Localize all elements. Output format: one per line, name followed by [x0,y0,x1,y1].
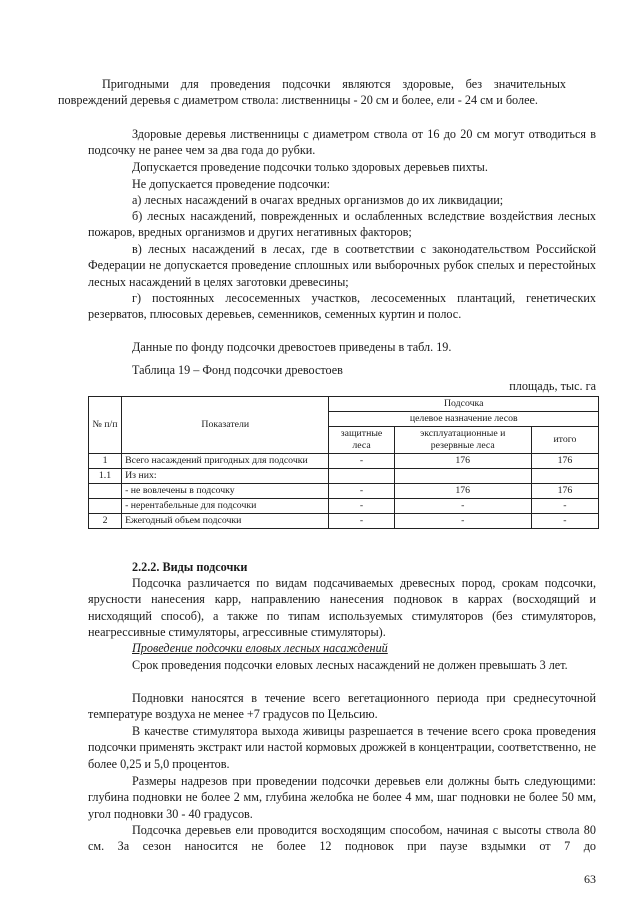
cell-label: - не вовлечены в подсочку [122,484,329,499]
table-19 [88,396,599,529]
cell-value: 176 [531,454,598,469]
table-row [89,499,599,514]
cell-num: 1.1 [89,469,122,484]
cell-value: - [394,499,531,514]
cell-value [329,469,394,484]
paragraph-fir: Допускается проведение подсочки только здоровых деревьев пихты. [132,160,488,174]
paragraph-ascending: Подсочка деревьев ели проводится восходящим способом, начиная с высоты ствола 80 см. За сезон наносится не более 12 подновок при паузе вздымки от 7 до [88,823,596,854]
cell-value [394,469,531,484]
header-col1: защитные леса [329,427,394,454]
cell-value: - [531,514,598,529]
cell-value: - [329,454,394,469]
paragraph-table-ref: Данные по фонду подсочки древостоев приведены в табл. 19. [132,340,452,354]
cell-value: 176 [394,484,531,499]
table-row [89,514,599,529]
list-item-v: в) лесных насаждений в лесах, где в соответствии с законодательством Российской Федерации не допускается проведение сплошных или выборочных рубок спелых и перестойных лесных насаждений в целях заготовки древесины; [88,242,596,289]
table-row [89,454,599,469]
header-subgroup: целевое назначение лесов [329,412,599,427]
cell-value [531,469,598,484]
paragraph-larch: Здоровые деревья лиственницы с диаметром ствола от 16 до 20 см могут отводиться в подсочку не ранее чем за два года до рубки. [88,127,596,158]
header-group: Подсочка [329,397,599,412]
paragraph-stimulator: В качестве стимулятора выхода живицы разрешается в течение всего срока проведения подсочки применять экстракт или настой кормовых дрожжей в концентрации, соответственно, не более 0,25 и 5,0 процентов. [88,724,596,771]
paragraph-not-allowed: Не допускается проведение подсочки: [132,177,331,191]
header-col3: итого [531,427,598,454]
cell-num: 1 [89,454,122,469]
paragraph-suitable-trees: Пригодными для проведения подсочки являются здоровые, без значительных повреждений деревья с диаметром ствола: лиственницы - 20 см и более, ели - 24 см и более. [58,77,566,108]
cell-value: - [329,499,394,514]
cell-label: Ежегодный объем подсочки [122,514,329,529]
cell-num [89,499,122,514]
header-num: № п/п [89,397,122,454]
page-number: 63 [584,872,596,886]
cell-value: - [329,484,394,499]
table-row [89,469,599,484]
section-heading: 2.2.2. Виды подсочки [132,560,248,574]
table-units: площадь, тыс. га [509,379,596,393]
header-indicators: Показатели [122,397,329,454]
paragraph-cut-sizes: Размеры надрезов при проведении подсочки деревьев ели должны быть следующими: глубина подновки не более 2 мм, глубина желобка не более 4 мм, шаг подновки не более 50 мм, угол подновки 30 - 40 градусов. [88,774,596,821]
subsection-heading: Проведение подсочки еловых лесных насаждений [132,641,388,655]
header-col2: эксплуатационные и резервные леса [394,427,531,454]
cell-label: Из них: [122,469,329,484]
cell-value: - [329,514,394,529]
table-caption: Таблица 19 – Фонд подсочки древостоев [132,363,343,377]
cell-num: 2 [89,514,122,529]
cell-num [89,484,122,499]
cell-label: - нерентабельные для подсочки [122,499,329,514]
cell-value: - [531,499,598,514]
cell-label: Всего насаждений пригодных для подсочки [122,454,329,469]
paragraph-renewals: Подновки наносятся в течение всего вегетационного периода при среднесуточной температуре воздуха не менее +7 градусов по Цельсию. [88,691,596,722]
table-row [89,484,599,499]
list-item-b: б) лесных насаждений, поврежденных и ослабленных вследствие воздействия лесных пожаров, вредных организмов и других негативных факторов; [88,209,596,240]
paragraph-term: Срок проведения подсочки еловых лесных насаждений не должен превышать 3 лет. [132,658,568,672]
list-item-g: г) постоянных лесосеменных участков, лесосеменных плантаций, генетических резерватов, плюсовых деревьев, семенников, семенных куртин и полос. [88,291,596,322]
cell-value: 176 [394,454,531,469]
cell-value: - [394,514,531,529]
paragraph-types: Подсочка различается по видам подсачиваемых древесных пород, срокам подсочки, ярусности нанесения карр, направлению нанесения подновок в каррах (восходящий и нисходящий способ), а также по типам используемых стимуляторов (без стимуляторов, неагрессивные стимуляторы, агрессивные стимуляторы). [88,576,596,640]
cell-value: 176 [531,484,598,499]
list-item-a: а) лесных насаждений в очагах вредных организмов до их ликвидации; [132,193,504,207]
